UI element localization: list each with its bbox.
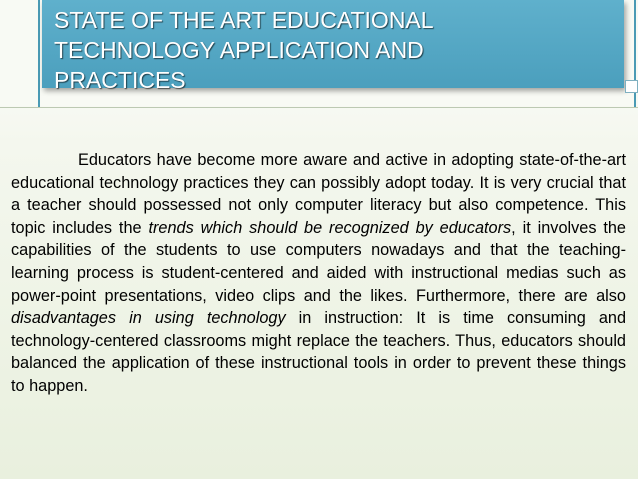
title-line-3: PRACTICES: [54, 67, 186, 93]
paragraph-part-2: , it involves the capabilities of the students to use computers nowadays and that the teaching-learning process is student-centered and aided with instructional medias such as power-point presentations, video clips and the likes. Furthermore, there are also: [11, 218, 626, 305]
paragraph-italic-2: disadvantages in using technology: [11, 309, 286, 328]
title-line-2: TECHNOLOGY APPLICATION AND: [54, 37, 424, 63]
paragraph-part-3: in instruction: It is time consuming and technology-centered classrooms might replace the teachers. Thus, educators should balanced the application of these instructional tools in order to prevent these things to happen.: [11, 309, 627, 395]
separator-line: [0, 107, 638, 108]
corner-square-decoration: [625, 80, 638, 93]
paragraph-italic-1: trends which should be recognized by educators: [148, 218, 512, 237]
title-line-1: STATE OF THE ART EDUCATIONAL: [54, 7, 434, 33]
slide-title: [54, 5, 614, 95]
body-paragraph: [11, 149, 626, 398]
left-accent-line: [38, 0, 40, 108]
paragraph-part-1: Educators have become more aware and active in adopting state-of-the-art educational technology practices they can possibly adopt today. It is very crucial that a teacher should possessed not only computer literacy but also competence. This topic includes the: [11, 151, 626, 237]
